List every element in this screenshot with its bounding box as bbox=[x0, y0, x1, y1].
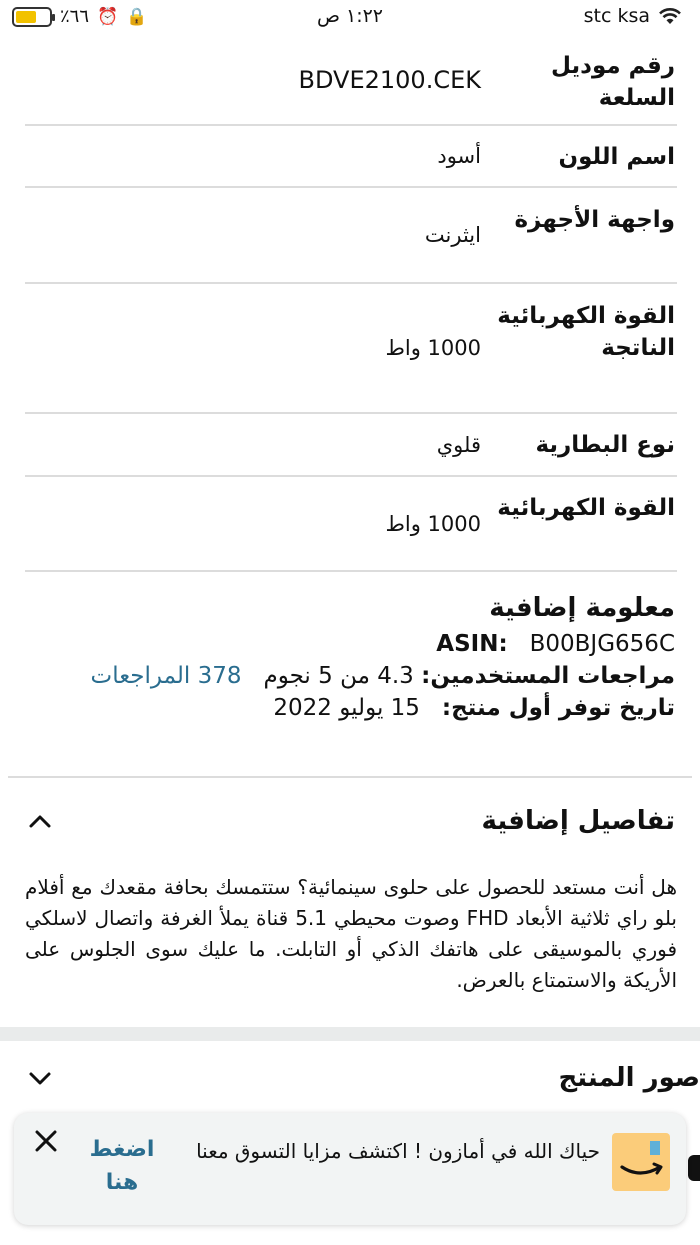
details-section-title: تفاصيل إضافية bbox=[481, 806, 675, 836]
spec-label: واجهة الأجهزة bbox=[514, 207, 675, 233]
chevron-down-icon[interactable] bbox=[25, 1063, 55, 1093]
spec-row-model bbox=[25, 36, 677, 126]
date-label: تاريخ توفر أول منتج: bbox=[441, 695, 675, 721]
spec-row-battery bbox=[25, 414, 677, 477]
reviews-rating: 4.3 من 5 نجوم bbox=[263, 663, 414, 689]
spec-label: نوع البطارية bbox=[535, 432, 675, 458]
date-line bbox=[23, 692, 675, 724]
battery-percent: ٪٦٦ bbox=[60, 6, 90, 27]
status-bar bbox=[0, 0, 700, 36]
details-section-header[interactable] bbox=[25, 806, 675, 836]
spec-row-interface bbox=[25, 188, 677, 284]
status-right bbox=[584, 5, 682, 27]
spec-row-color bbox=[25, 126, 677, 188]
close-icon[interactable] bbox=[32, 1127, 60, 1155]
images-section-title: صور المنتج bbox=[558, 1063, 700, 1093]
additional-info bbox=[23, 588, 675, 724]
clock: ١:٢٢ ص bbox=[316, 5, 384, 27]
edge-handle bbox=[688, 1155, 700, 1181]
spec-table bbox=[25, 36, 677, 572]
spec-value: قلوي bbox=[436, 432, 481, 457]
images-section-header[interactable] bbox=[25, 1063, 700, 1093]
reviews-count-link[interactable]: 378 المراجعات bbox=[90, 663, 242, 689]
banner-cta-link[interactable]: اضغط هنا bbox=[89, 1137, 155, 1195]
spec-row-power bbox=[25, 477, 677, 572]
spec-value: BDVE2100.CEK bbox=[298, 66, 481, 94]
banner-message: حياك الله في أمازون ! اكتشف مزايا التسوق معنا bbox=[196, 1139, 600, 1163]
rotation-lock-icon: 🔒 bbox=[126, 6, 148, 27]
section-separator bbox=[0, 1027, 700, 1041]
asin-value: B00BJG656C bbox=[529, 631, 675, 657]
promo-banner[interactable] bbox=[14, 1113, 686, 1225]
asin-line bbox=[23, 628, 675, 660]
wifi-icon bbox=[658, 7, 682, 25]
spec-value: 1000 واط bbox=[385, 511, 481, 536]
date-value: 15 يوليو 2022 bbox=[273, 695, 420, 721]
carrier-name: stc ksa bbox=[583, 5, 650, 27]
spec-label: اسم اللون bbox=[558, 144, 675, 170]
divider bbox=[8, 776, 692, 778]
amazon-box-icon bbox=[612, 1133, 670, 1191]
spec-value: أسود bbox=[437, 144, 481, 168]
additional-info-heading: معلومة إضافية bbox=[489, 593, 675, 623]
asin-label: ASIN: bbox=[436, 631, 508, 657]
product-description: هل أنت مستعد للحصول على حلوى سينمائية؟ ستتمسك بحافة مقعدك مع أفلام بلو راي ثلاثية الأبعاد FHD وصوت محيطي 5.1 قناة يملأ الغرفة واتصال لاسلكي فوري بالموسيقى على هاتفك الذكي أو التابلت. ما عليك سوى الجلوس على الأريكة والاستمتاع بالعرض. bbox=[25, 875, 678, 992]
reviews-line bbox=[23, 660, 675, 692]
spec-row-output-power bbox=[25, 284, 677, 414]
spec-label: القوة الكهربائية الناتجة bbox=[497, 303, 675, 361]
spec-value: ايثرنت bbox=[424, 223, 481, 247]
chevron-up-icon[interactable] bbox=[25, 806, 55, 836]
spec-label: رقم موديل السلعة bbox=[551, 53, 675, 111]
reviews-label: مراجعات المستخدمين: bbox=[421, 663, 675, 689]
spec-value: 1000 واط bbox=[385, 336, 481, 360]
alarm-icon: ⏰ bbox=[97, 6, 119, 27]
spec-label: القوة الكهربائية bbox=[497, 495, 675, 521]
